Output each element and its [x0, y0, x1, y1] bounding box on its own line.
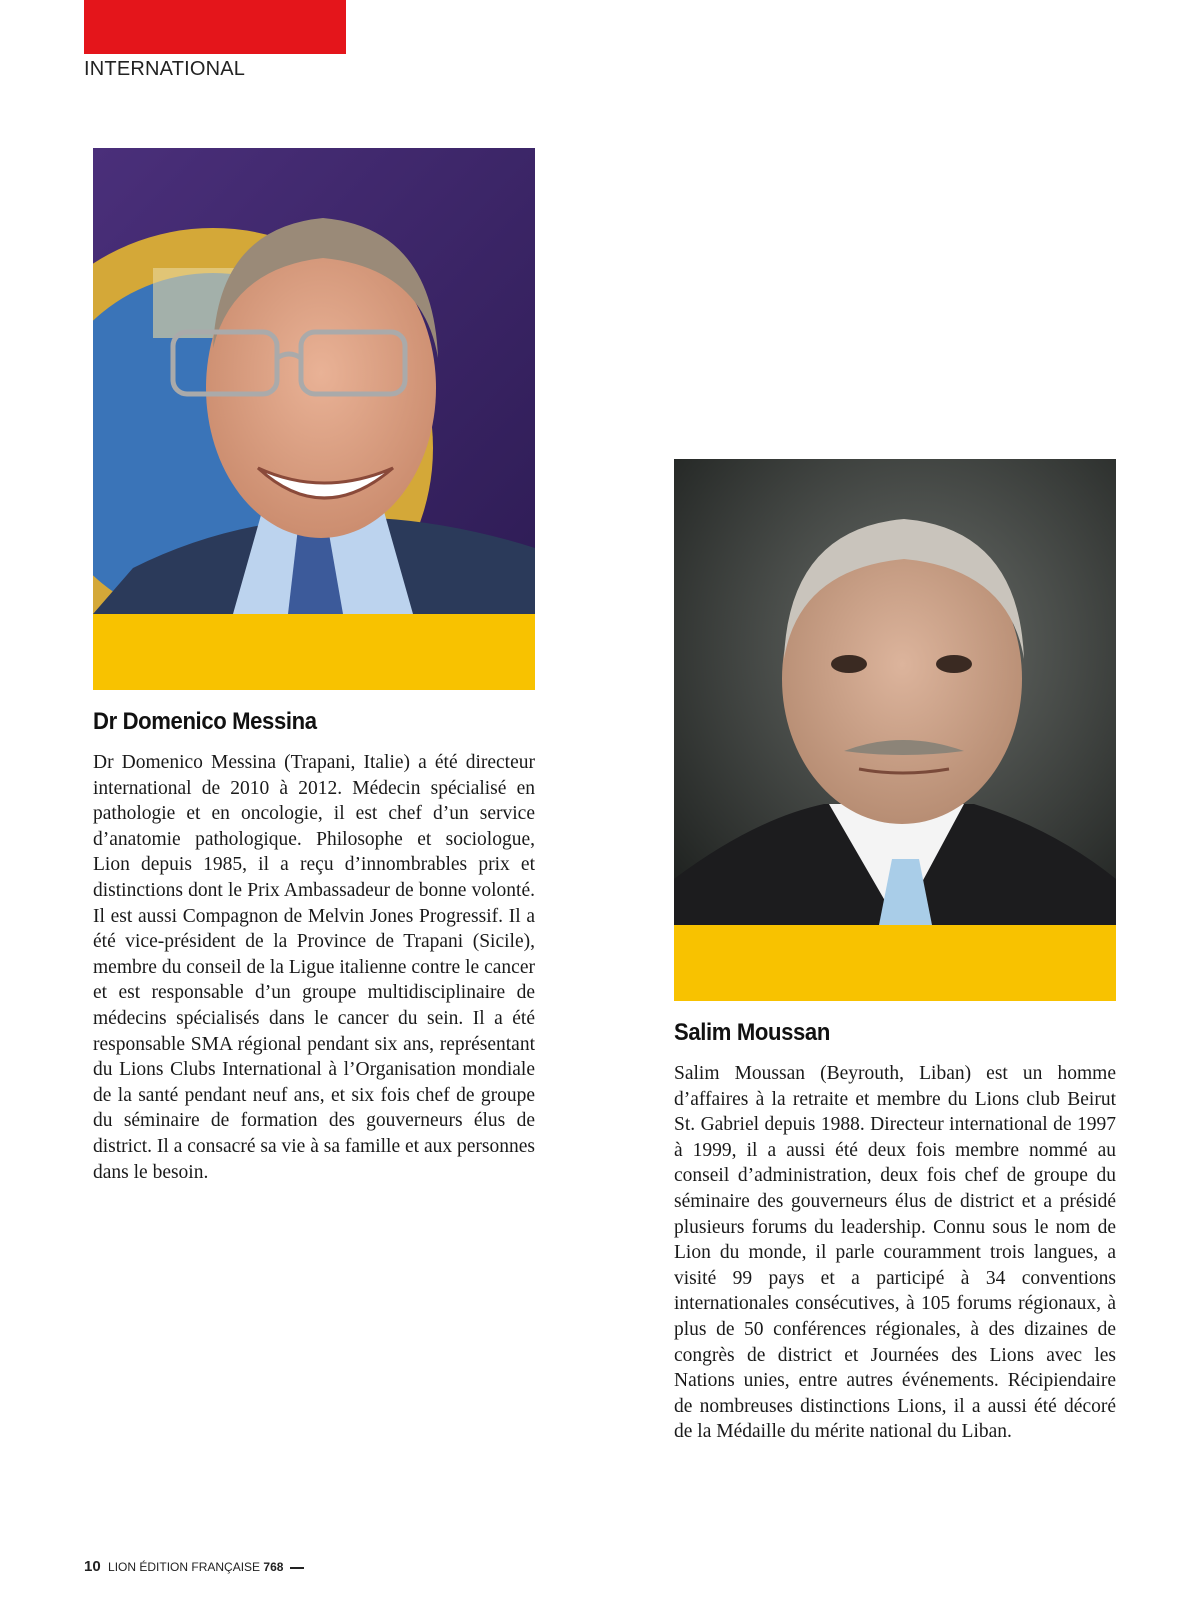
- profile-domenico-messina: [93, 148, 535, 1185]
- profile-bio: Salim Moussan (Beyrouth, Liban) est un homme d’affaires à la retraite et membre du Lions club Beirut St. Gabriel depuis 1988. Directeur international de 1997 à 1999, il a aussi été deux fois membre nommé au conseil d’administration, deux fois chef de groupe du séminaire des gouverneurs élus de district et a présidé plusieurs forums du leadership. Connu sous le nom de Lion du monde, il parle couramment trois langues, a visité 99 pays et a participé à 34 conventions internationales consécutives, à 105 forums régionaux, à plus de 50 conférences régionales, à des dizaines de congrès de district et Journées des Lions avec les Nations unies, entre autres événements. Récipiendaire de nombreuses distinctions Lions, il a aussi été décoré de la Médaille du mérite national du Liban.: [674, 1063, 1116, 1443]
- footer-dash: [290, 1567, 304, 1569]
- section-color-tab: [84, 0, 346, 54]
- profile-salim-moussan: [674, 459, 1116, 1445]
- photo-color-bar: [674, 925, 1116, 1001]
- photo-color-bar: [93, 614, 535, 690]
- page-footer: [84, 1558, 304, 1575]
- profile-name: Dr Domenico Messina: [93, 708, 317, 735]
- issue-number: 768: [263, 1560, 284, 1574]
- portrait-photo: [93, 148, 535, 690]
- publication-name: LION ÉDITION FRANÇAISE: [108, 1560, 261, 1574]
- profile-bio: Dr Domenico Messina (Trapani, Italie) a été directeur international de 2010 à 2012. Médecin spécialisé en pathologie et en oncologie, il est chef d’un service d’anatomie pathologique. Philosophe et sociologue, Lion depuis 1985, il a reçu d’innombrables prix et distinctions dont le Prix Ambassadeur de bonne volonté. Il est aussi Compagnon de Melvin Jones Progressif. Il a été vice-président de la Province de Trapani (Sicile), membre du conseil de la Ligue italienne contre le cancer et est responsable d’un groupe multidisciplinaire de médecins spécialisés dans le cancer du sein. Il a été responsable SMA régional pendant six ans, représentant du Lions Clubs International à l’Organisation mondiale de la santé pendant neuf ans, et six fois chef de groupe du séminaire de formation des gouverneurs élus de district. Il a consacré sa vie à sa famille et aux personnes dans le besoin.: [93, 752, 535, 1183]
- portrait-image: [93, 148, 535, 614]
- page-number: 10: [84, 1558, 101, 1575]
- section-label: INTERNATIONAL: [84, 58, 246, 80]
- profile-name: Salim Moussan: [674, 1019, 830, 1046]
- portrait-photo: [674, 459, 1116, 1001]
- portrait-image: [674, 459, 1116, 925]
